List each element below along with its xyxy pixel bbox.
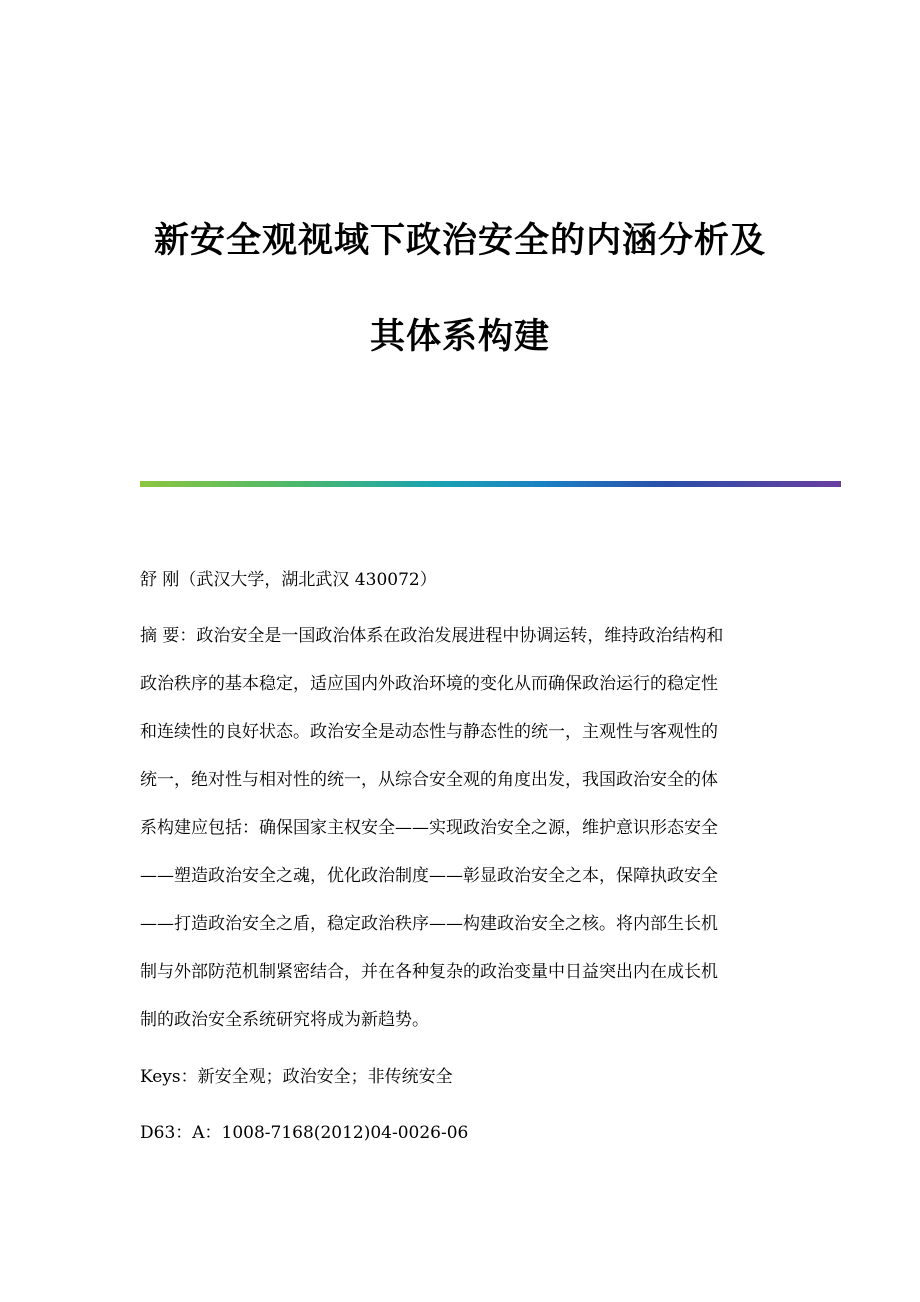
abstract-line: ——打造政治安全之盾，稳定政治秩序——构建政治安全之核。将内部生长机 — [140, 914, 718, 934]
abstract-line: 制的政治安全系统研究将成为新趋势。 — [140, 1010, 429, 1030]
abstract-line: 系构建应包括：确保国家主权安全——实现政治安全之源，维护意识形态安全 — [140, 818, 718, 838]
keywords-line: Keys：新安全观；政治安全；非传统安全 — [140, 1067, 453, 1087]
classification-line: D63：A：1008-7168(2012)04-0026-06 — [140, 1123, 469, 1143]
abstract-line: 政治秩序的基本稳定，适应国内外政治环境的变化从而确保政治运行的稳定性 — [140, 674, 718, 694]
abstract-line: 摘 要：政治安全是一国政治体系在政治发展进程中协调运转，维持政治结构和 — [140, 626, 724, 646]
title-line-1: 新安全观视域下政治安全的内涵分析及 — [153, 221, 766, 261]
abstract-line: 制与外部防范机制紧密结合，并在各种复杂的政治变量中日益突出内在成长机 — [140, 962, 718, 982]
abstract-line: 统一，绝对性与相对性的统一，从综合安全观的角度出发，我国政治安全的体 — [140, 770, 718, 790]
abstract-line: 和连续性的良好状态。政治安全是动态性与静态性的统一，主观性与客观性的 — [140, 722, 718, 742]
title-line-2: 其体系构建 — [369, 317, 550, 357]
abstract-line: ——塑造政治安全之魂，优化政治制度——彰显政治安全之本，保障执政安全 — [140, 866, 718, 886]
gradient-divider — [140, 481, 841, 487]
author-line: 舒 刚（武汉大学，湖北武汉 430072） — [140, 570, 437, 590]
